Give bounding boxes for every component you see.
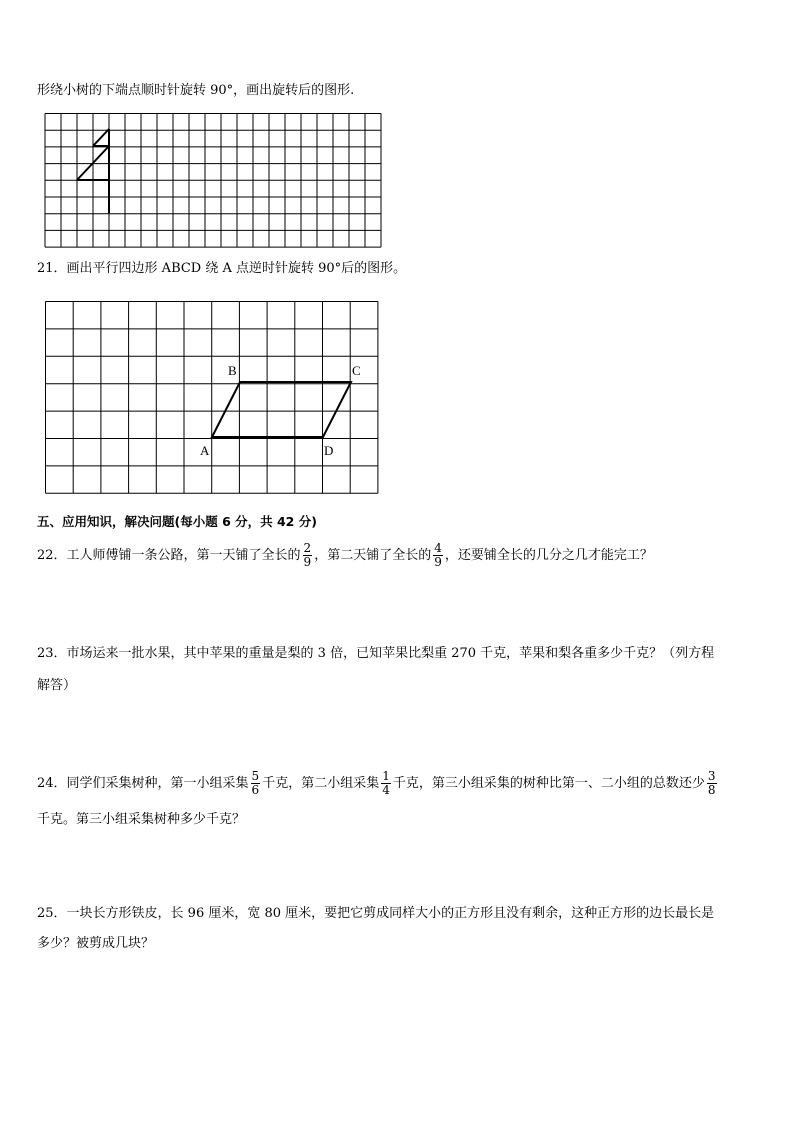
q24-part1: 24．同学们采集树种，第一小组采集 (37, 776, 249, 791)
section-title: 五、应用知识，解决问题(每小题 6 分，共 42 分) (37, 514, 317, 529)
parallelogram-abcd (212, 382, 351, 437)
q24-fraction-3: $\frac{3}{8}$ (707, 769, 716, 797)
q20-grid-figure (44, 113, 384, 248)
q21-text: 21．画出平行四边形 ABCD 绕 A 点逆时针旋转 90°后的图形。 (37, 261, 407, 276)
q23-line2: 解答） (37, 678, 77, 693)
q24-line2: 千克。第三小组采集树种多少千克？ (37, 812, 246, 827)
label-b: B (228, 363, 237, 378)
q20-text: 形绕小树的下端点顺时针旋转 90°，画出旋转后的图形. (37, 83, 355, 98)
q25-line2: 多少？被剪成几块？ (37, 936, 155, 951)
q24-fraction-2: $\frac{1}{4}$ (382, 769, 390, 797)
q22-part3: ，还要铺全长的几分之几才能完工？ (444, 548, 653, 563)
q24-line1 (37, 770, 719, 798)
q23-line1: 23．市场运来一批水果，其中苹果的重量是梨的 3 倍，已知苹果比梨重 270 千克，苹果和梨各重多少千克？（列方程 (37, 646, 715, 661)
q24-part2: 千克，第二小组采集 (262, 776, 380, 791)
label-d: D (324, 443, 334, 458)
q22-part1: 22．工人师傅铺一条公路，第一天铺了全长的 (37, 548, 301, 563)
q21-grid-figure (30, 295, 390, 505)
q22-text (37, 542, 653, 569)
q22-fraction-2: $\frac{4}{9}$ (434, 541, 442, 569)
q25-line1: 25．一块长方形铁皮，长 96 厘米，宽 80 厘米，要把它剪成同样大小的正方形且没有剩余，这种正方形的边长最长是 (37, 906, 715, 921)
q22-fraction-1: $\frac{2}{9}$ (303, 541, 312, 569)
q24-fraction-1: $\frac{5}{6}$ (251, 769, 260, 797)
label-c: C (352, 363, 361, 378)
label-a: A (200, 443, 210, 458)
q22-part2: ，第二天铺了全长的 (314, 548, 432, 563)
q24-part3: 千克，第三小组采集的树种比第一、二小组的总数还少 (392, 776, 705, 791)
